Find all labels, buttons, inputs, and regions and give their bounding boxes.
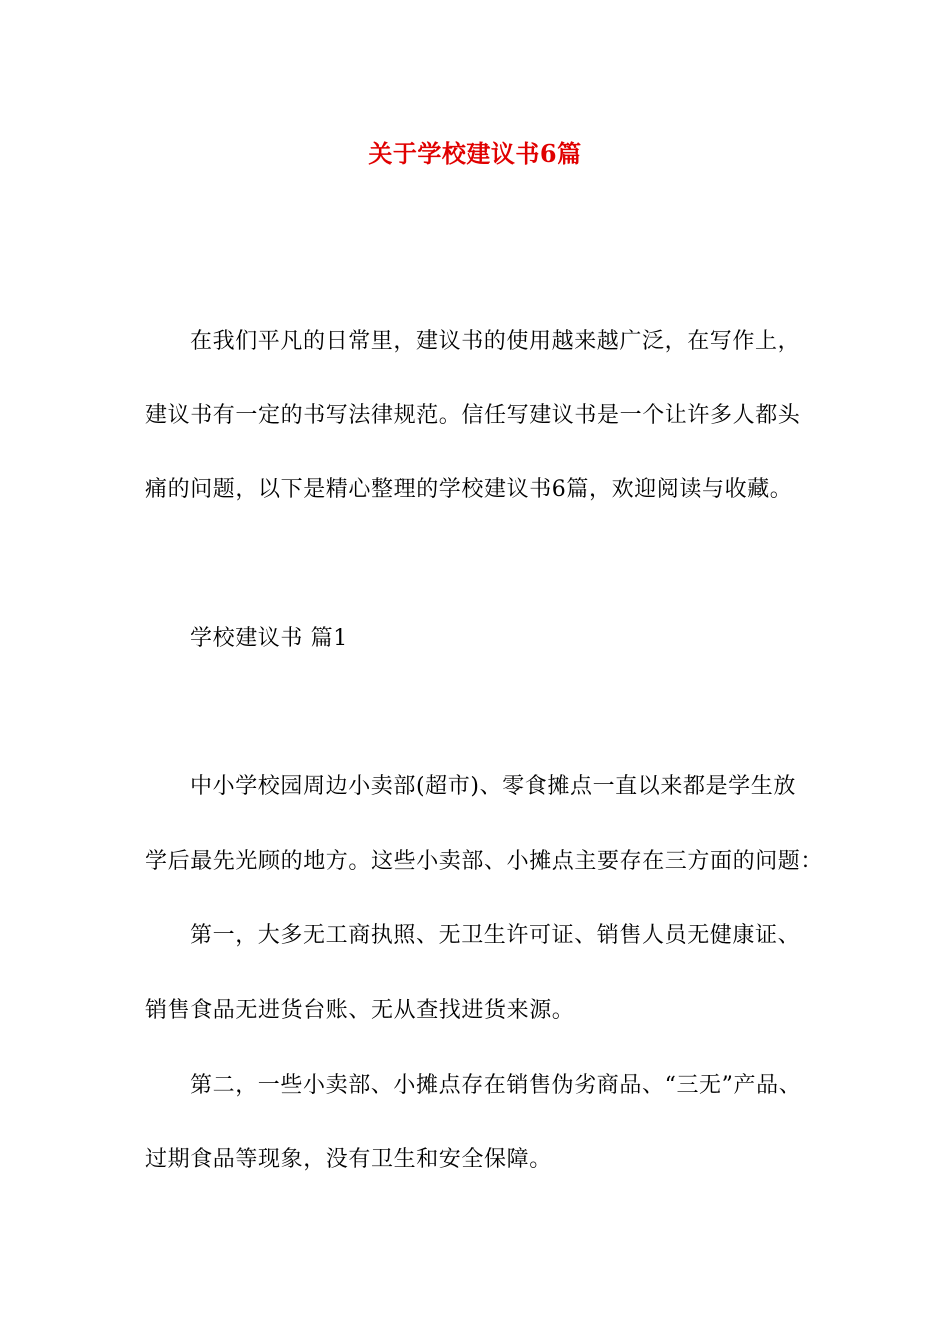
paragraph-line: 学后最先光顾的地方。这些小卖部、小摊点主要存在三方面的问题： [145,849,824,874]
paragraph-line: 中小学校园周边小卖部(超市)、零食摊点一直以来都是学生放 [190,774,796,799]
document-title: 关于学校建议书6篇 [368,139,582,168]
paragraph-line: 在我们平凡的日常里，建议书的使用越来越广泛，在写作上， [190,329,801,354]
paragraph-line: 第二，一些小卖部、小摊点存在销售伪劣商品、“三无”产品、 [190,1073,802,1098]
paragraph-line: 第一，大多无工商执照、无卫生许可证、销售人员无健康证、 [190,923,801,948]
paragraph-line: 销售食品无进货台账、无从查找进货来源。 [145,998,575,1023]
section-heading: 学校建议书 篇1 [190,626,348,651]
paragraph-line: 建议书有一定的书写法律规范。信任写建议书是一个让许多人都头 [145,403,801,428]
paragraph-line: 过期食品等现象，没有卫生和安全保障。 [145,1147,552,1172]
paragraph-line: 痛的问题，以下是精心整理的学校建议书6篇，欢迎阅读与收藏。 [145,477,793,502]
